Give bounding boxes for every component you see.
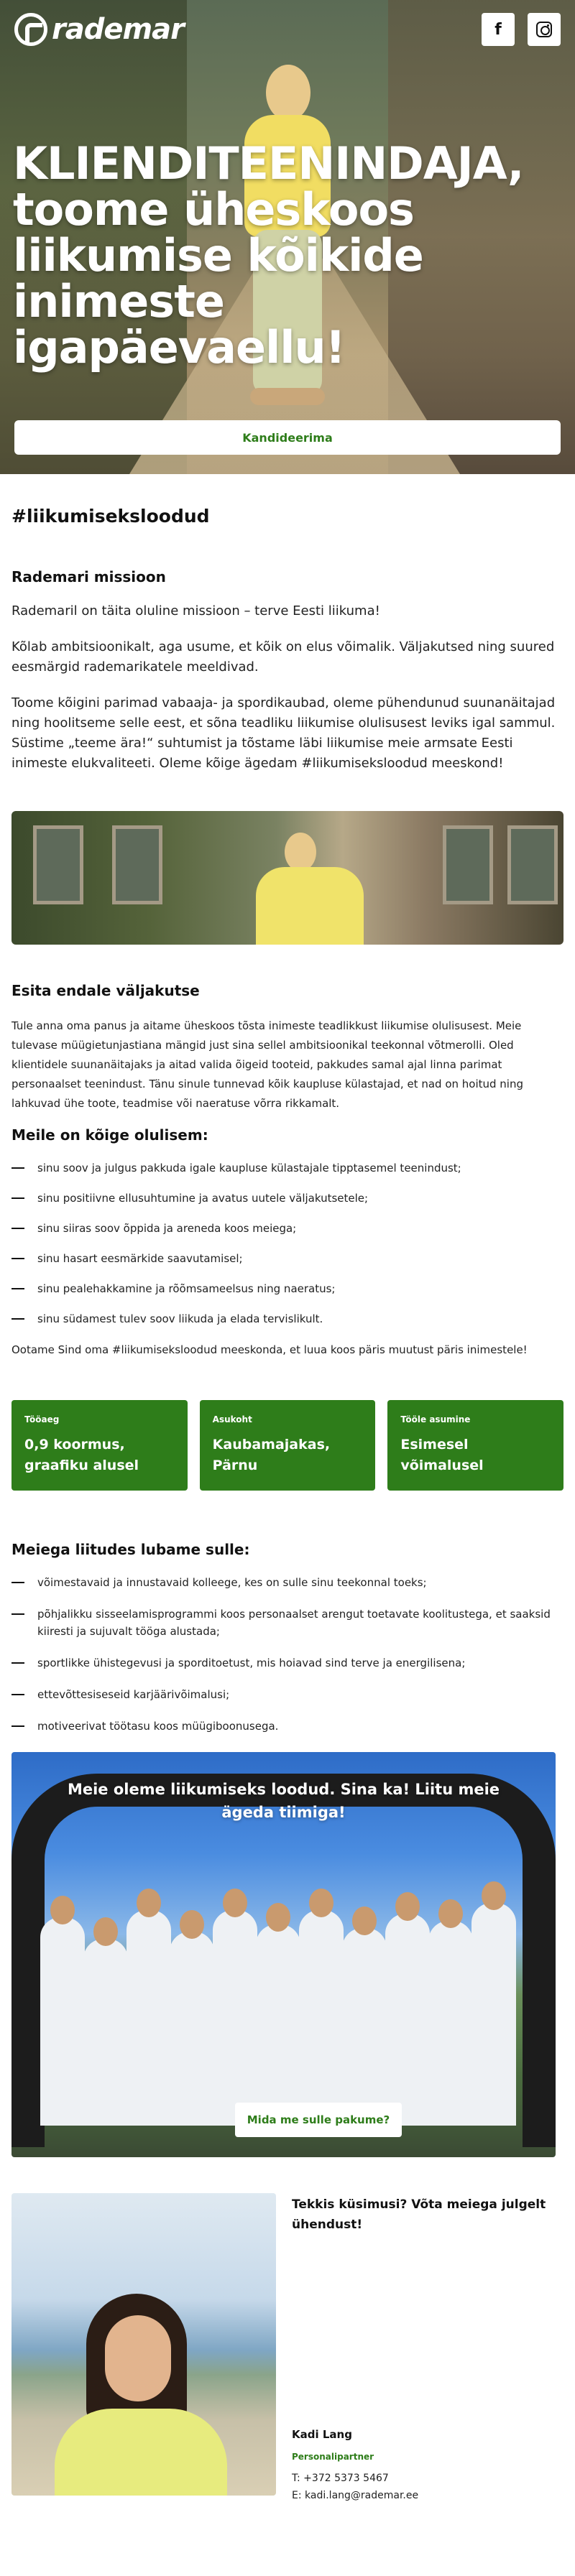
card-start-date: Tööle asumine Esimesel võimalusel bbox=[387, 1400, 564, 1491]
logo-mark-icon bbox=[14, 13, 47, 46]
dash-icon bbox=[12, 1228, 24, 1229]
contact-phone-link[interactable]: T: +372 5373 5467 bbox=[292, 2473, 389, 2484]
mission-paragraph-3: Toome kõigini parimad vabaaja- ja spordikaubad, oleme pühendunud suunanäitajad ning hoolitseme selle eest, et sõna teadliku liikumise olulisusest leviks igal sammul. Süstime „teeme ära!“ suhtumist ja tõstame läbi liikumise meie armsate Eesti inimeste elukvaliteeti. Oleme kõige ägedam #liikumiseksloodud meeskond! bbox=[12, 695, 556, 771]
apply-button[interactable]: Kandideerima bbox=[14, 420, 561, 455]
mission-paragraph-2: Kõlab ambitsioonikalt, aga usume, et kõik on elus võimalik. Väljakutsed ning suured eesmärgid rademarikatele meeldivad. bbox=[12, 639, 555, 675]
list-item: sinu südamest tulev soov liikuda ja elada tervislikult. bbox=[12, 1310, 564, 1328]
card-location: Asukoht Kaubamajakas, Pärnu bbox=[200, 1400, 376, 1491]
team-heading: Meie oleme liikumiseks loodud. Sina ka! Liitu meie ägeda tiimiga! bbox=[67, 1781, 500, 1821]
contact-email-link[interactable]: E: kadi.lang@rademar.ee bbox=[292, 2490, 419, 2501]
dash-icon bbox=[12, 1694, 24, 1695]
promise-list bbox=[12, 1574, 564, 1735]
mission-paragraph-1: Rademaril on täita oluline missioon – terve Eesti liikuma! bbox=[12, 603, 380, 618]
team-people bbox=[40, 1889, 529, 2126]
instagram-icon[interactable] bbox=[528, 13, 561, 46]
challenge-text: Tule anna oma panus ja aitame üheskoos tõsta inimeste teadlikkust liikumise olulisusest. Meie tulevase müügietunjastiana mängid just sina sellel ambitsioonikal teekonnal võtmerolli. Oled klientidele suunanäitajaks ja aitad valida õigeid tooteid, pakkudes samal ajal linna parimat personaalset teenindust. Tänu sinule tunnevad kõik kaupluse külastajad, et nad on hoitud ning lahkuvad ühe toote, teadmise või naeratuse võrra rikkamalt. bbox=[12, 1019, 524, 1110]
list-item: põhjalikku sisseelamisprogrammi koos personaalset arengut toetavate koolitustega, et saaksid kiiresti ja sujuvalt tööga alustada; bbox=[12, 1606, 564, 1640]
job-info-cards bbox=[12, 1400, 564, 1491]
contact-info bbox=[292, 2193, 564, 2501]
closing-text: Ootame Sind oma #liikumiseksloodud meeskonda, et luua koos päris muutust päris inimestele! bbox=[12, 1343, 528, 1356]
mission-title: Rademari missioon bbox=[12, 568, 166, 585]
contact-person-photo bbox=[12, 2193, 276, 2496]
dash-icon bbox=[12, 1258, 24, 1259]
main-content bbox=[0, 506, 575, 2501]
list-item: sinu positiivne ellusuhtumine ja avatus uutele väljakutsetele; bbox=[12, 1190, 564, 1207]
dash-icon bbox=[12, 1662, 24, 1664]
promise-title: Meiega liitudes lubame sulle: bbox=[12, 1541, 250, 1558]
hashtag-heading: #liikumiseksloodud bbox=[12, 506, 210, 527]
contact-role: Personalipartner bbox=[292, 2452, 374, 2462]
challenge-title: Esita endale väljakutse bbox=[12, 982, 200, 999]
list-item: sinu siiras soov õppida ja areneda koos meiega; bbox=[12, 1220, 564, 1237]
what-we-offer-button[interactable]: Mida me sulle pakume? bbox=[235, 2103, 402, 2137]
logo-text: rademar bbox=[52, 13, 184, 46]
hero-banner bbox=[0, 0, 575, 474]
facebook-icon[interactable]: f bbox=[482, 13, 515, 46]
list-item: sinu soov ja julgus pakkuda igale kaupluse külastajale tipptasemel teenindust; bbox=[12, 1159, 564, 1177]
dash-icon bbox=[12, 1197, 24, 1199]
list-item: motiveerivat töötasu koos müügiboonusega. bbox=[12, 1718, 564, 1735]
team-photo bbox=[12, 1752, 556, 2157]
dash-icon bbox=[12, 1725, 24, 1727]
requirements-list bbox=[12, 1159, 564, 1328]
list-item: võimestavaid ja innustavaid kolleege, kes on sulle sinu teekonnal toeks; bbox=[12, 1574, 564, 1591]
important-title: Meile on kõige olulisem: bbox=[12, 1126, 208, 1144]
list-item: sinu pealehakkamine ja rõõmsameelsus ning naeratus; bbox=[12, 1280, 564, 1297]
page-title: KLIENDITEENINDAJA, toome üheskoos liikumise kõikide inimeste igapäevaellu! bbox=[13, 137, 524, 374]
dash-icon bbox=[12, 1167, 24, 1169]
dash-icon bbox=[12, 1582, 24, 1583]
list-item: ettevõttesiseseid karjäärivõimalusi; bbox=[12, 1686, 564, 1703]
dash-icon bbox=[12, 1318, 24, 1320]
contact-section bbox=[12, 2193, 564, 2501]
dash-icon bbox=[12, 1613, 24, 1615]
list-item: sportlikke ühistegevusi ja sporditoetust, mis hoiavad sind terve ja energilisena; bbox=[12, 1654, 564, 1672]
rademar-logo[interactable] bbox=[14, 13, 184, 46]
contact-question: Tekkis küsimusi? Võta meiega julgelt ühendust! bbox=[292, 2197, 546, 2232]
contact-name: Kadi Lang bbox=[292, 2428, 352, 2441]
store-person-photo bbox=[12, 811, 564, 945]
card-working-time: Tööaeg 0,9 koormus, graafiku alusel bbox=[12, 1400, 188, 1491]
dash-icon bbox=[12, 1288, 24, 1289]
list-item: sinu hasart eesmärkide saavutamisel; bbox=[12, 1250, 564, 1267]
